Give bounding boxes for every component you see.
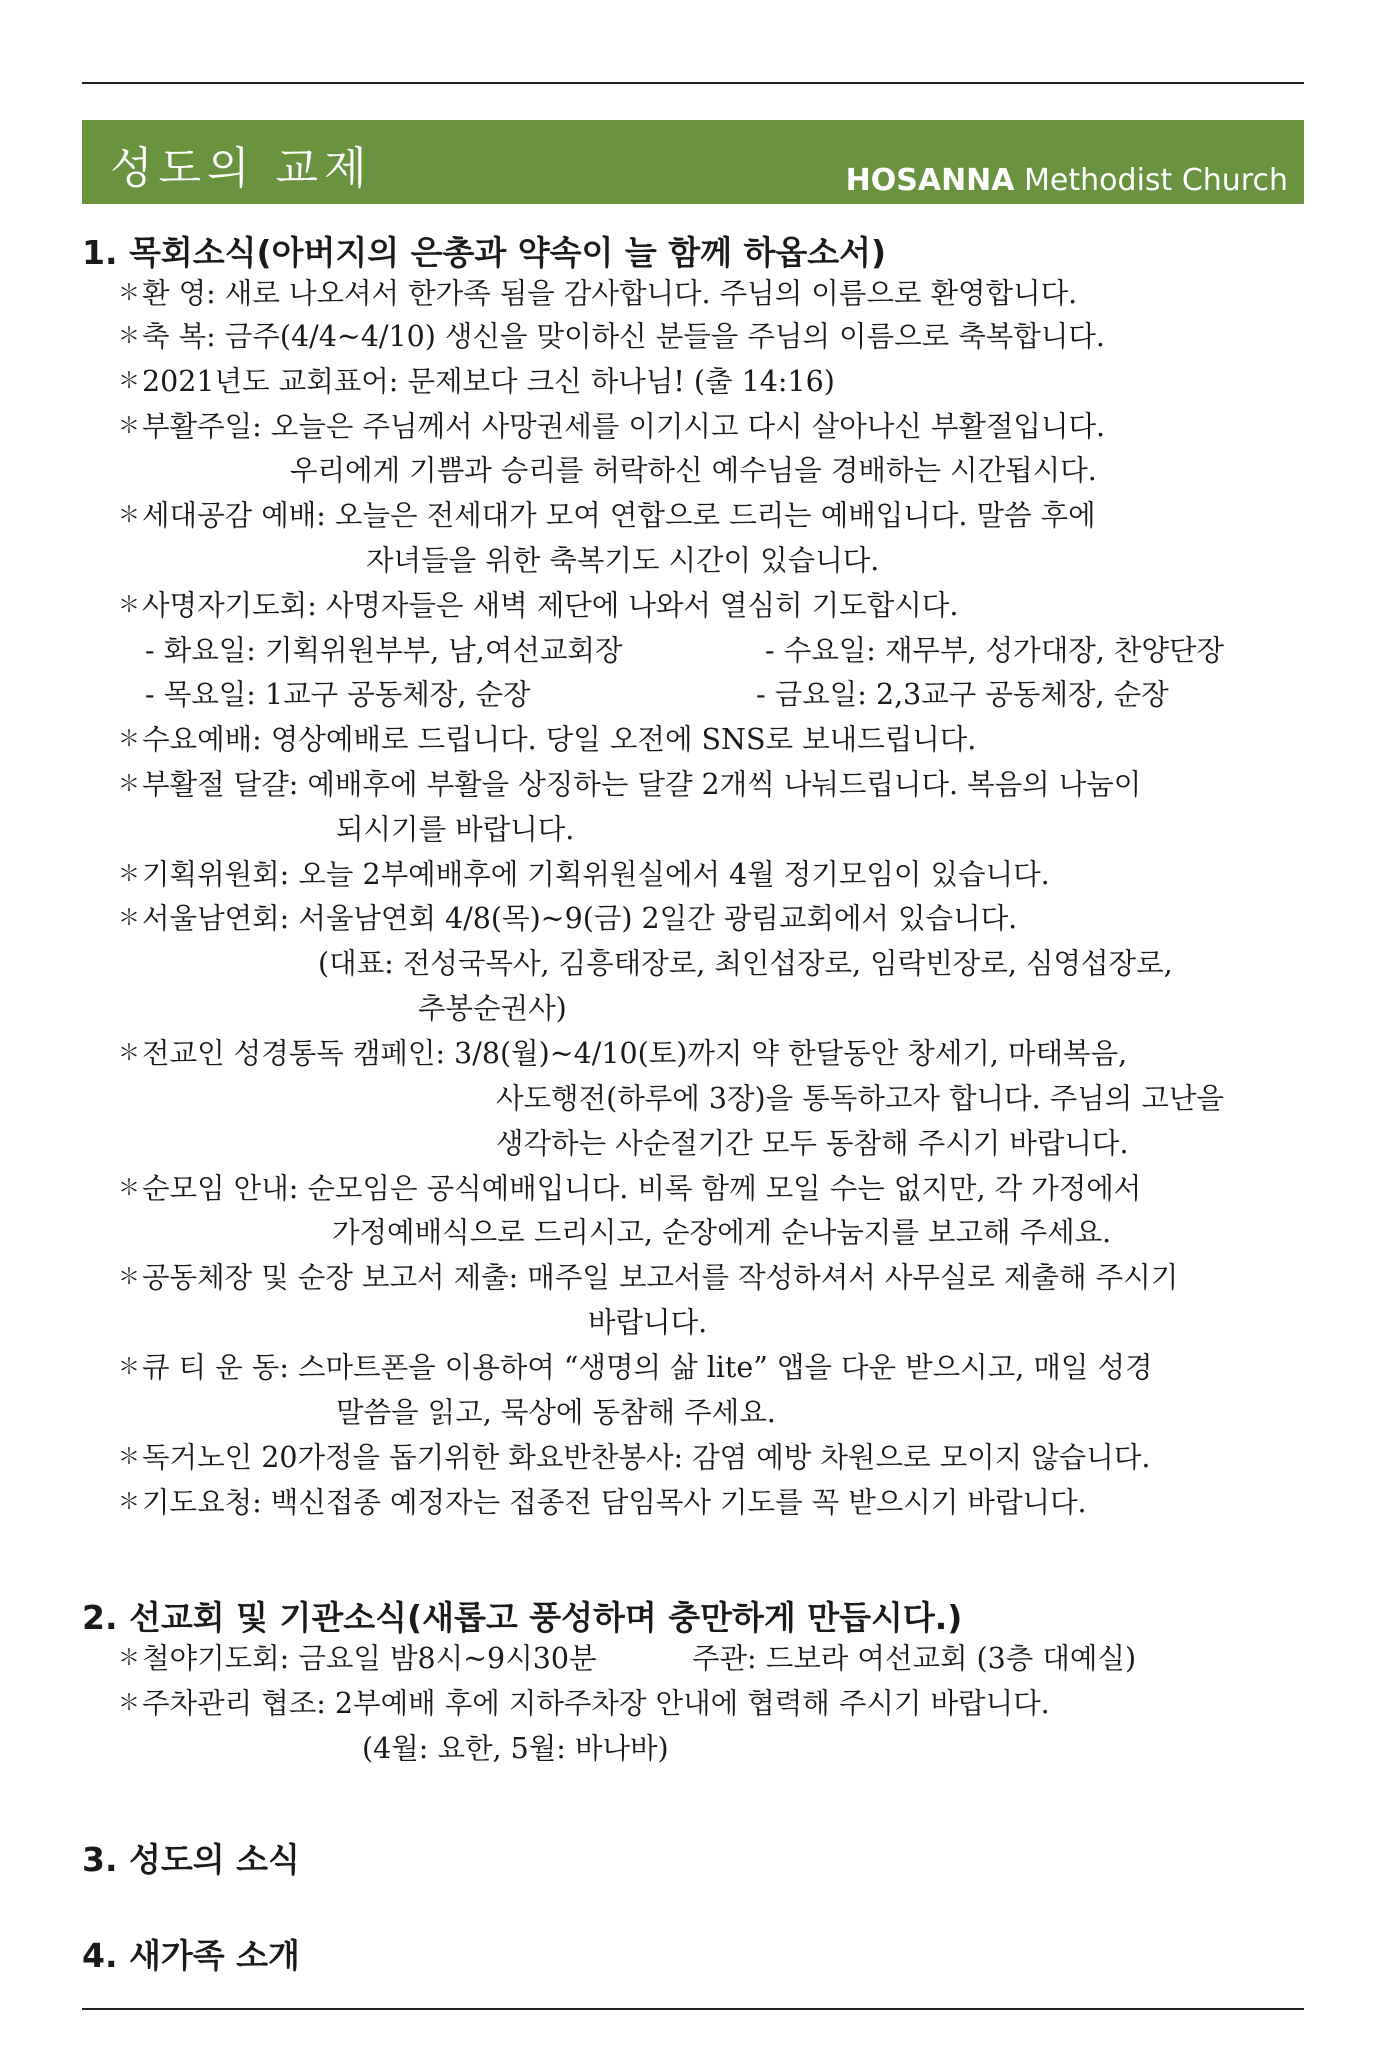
schedule-tuesday: - 화요일: 기획위원부부, 남,여선교회장 bbox=[145, 634, 623, 667]
section-heading-3: 3. 성도의 소식 bbox=[82, 1840, 300, 1879]
notice-prayer-request: ＊ 기도요청: 백신접종 예정자는 접종전 담임목사 기도를 꼭 받으시기 바랍니다. bbox=[118, 1489, 1087, 1518]
notice-qt-movement-cont: 말씀을 읽고, 묵상에 동참해 주세요. bbox=[336, 1396, 776, 1429]
notice-generation-worship-cont: 자녀들을 위한 축복기도 시간이 있습니다. bbox=[366, 544, 880, 577]
notice-overnight-prayer: ＊ 철야기도회: 금요일 밤8시~9시30분 bbox=[118, 1645, 597, 1674]
notice-report-submission: ＊ 공동체장 및 순장 보고서 제출: 매주일 보고서를 작성하셔서 사무실로 제출해 주시기 bbox=[118, 1264, 1178, 1293]
church-name-rest: Methodist Church bbox=[1014, 163, 1288, 198]
top-rule bbox=[82, 82, 1304, 84]
notice-overnight-prayer-host: 주관: 드보라 여선교회 (3층 대예실) bbox=[692, 1642, 1137, 1675]
notice-easter-eggs: ＊ 부활절 달걀: 예배후에 부활을 상징하는 달걀 2개씩 나눠드립니다. 복음의 나눔이 bbox=[118, 771, 1141, 800]
schedule-friday: - 금요일: 2,3교구 공동체장, 순장 bbox=[756, 678, 1169, 711]
notice-bible-reading: ＊ 전교인 성경통독 캠페인: 3/8(월)~4/10(토)까지 약 한달동안 창세기, 마태복음, bbox=[118, 1040, 1127, 1069]
section-heading-2: 2. 선교회 및 기관소식(새롭고 풍성하며 충만하게 만듭시다.) bbox=[82, 1598, 963, 1637]
section-heading-4: 4. 새가족 소개 bbox=[82, 1936, 300, 1975]
schedule-wednesday: - 수요일: 재무부, 성가대장, 찬양단장 bbox=[765, 634, 1225, 667]
notice-parking: ＊ 주차관리 협조: 2부예배 후에 지하주차장 안내에 협력해 주시기 바랍니다. bbox=[118, 1690, 1050, 1719]
notice-cell-meeting: ＊ 순모임 안내: 순모임은 공식예배입니다. 비록 함께 모일 수는 없지만, 각 가정에서 bbox=[118, 1175, 1141, 1204]
schedule-thursday: - 목요일: 1교구 공동체장, 순장 bbox=[145, 678, 531, 711]
notice-easter: ＊ 부활주일: 오늘은 주님께서 사망권세를 이기시고 다시 살아나신 부활절입니다. bbox=[118, 413, 1105, 442]
notice-bible-reading-cont2: 생각하는 사순절기간 모두 동참해 주시기 바랍니다. bbox=[496, 1127, 1129, 1160]
notice-motto: ＊ 2021년도 교회표어: 문제보다 크신 하나님! (출 14:16) bbox=[118, 368, 835, 397]
notice-bible-reading-cont1: 사도행전(하루에 3장)을 통독하고자 합니다. 주님의 고난을 bbox=[496, 1082, 1224, 1115]
notice-blessing: ＊ 축 복: 금주(4/4~4/10) 생신을 맞이하신 분들을 주님의 이름으로 축복합니다. bbox=[118, 323, 1105, 352]
notice-seoul-conference-reps: (대표: 전성국목사, 김흥태장로, 최인섭장로, 임락빈장로, 심영섭장로, bbox=[318, 947, 1173, 980]
header-banner bbox=[82, 120, 1304, 204]
notice-planning-committee: ＊ 기획위원회: 오늘 2부예배후에 기획위원실에서 4월 정기모임이 있습니다. bbox=[118, 861, 1050, 890]
section-heading-1: 1. 목회소식(아버지의 은총과 약속이 늘 함께 하옵소서) bbox=[82, 233, 887, 272]
notice-prayer-meeting: ＊ 사명자기도회: 사명자들은 새벽 제단에 나와서 열심히 기도합시다. bbox=[118, 592, 958, 621]
notice-wednesday-service: ＊ 수요예배: 영상예배로 드립니다. 당일 오전에 SNS로 보내드립니다. bbox=[118, 726, 976, 755]
notice-generation-worship: ＊ 세대공감 예배: 오늘은 전세대가 모여 연합으로 드리는 예배입니다. 말씀 후에 bbox=[118, 502, 1096, 531]
notice-cell-meeting-cont: 가정예배식으로 드리시고, 순장에게 순나눔지를 보고해 주세요. bbox=[332, 1216, 1112, 1249]
notice-side-dish-service: ＊ 독거노인 20가정을 돕기위한 화요반찬봉사: 감염 예방 차원으로 모이지 않습니다. bbox=[118, 1444, 1150, 1473]
bottom-rule bbox=[82, 2008, 1304, 2010]
notice-welcome: ＊ 환 영: 새로 나오셔서 한가족 됨을 감사합니다. 주님의 이름으로 환영합니다. bbox=[118, 280, 1077, 309]
notice-qt-movement: ＊ 큐 티 운 동: 스마트폰을 이용하여 “생명의 삶 lite” 앱을 다운 받으시고, 매일 성경 bbox=[118, 1354, 1153, 1383]
church-name bbox=[846, 163, 1288, 198]
notice-seoul-conference-reps-cont: 추봉순권사) bbox=[418, 992, 567, 1025]
notice-seoul-conference: ＊ 서울남연회: 서울남연회 4/8(목)~9(금) 2일간 광림교회에서 있습니다. bbox=[118, 905, 1017, 934]
notice-report-submission-cont: 바랍니다. bbox=[588, 1306, 708, 1339]
page-title: 성도의 교제 bbox=[110, 143, 373, 194]
notice-parking-cont: (4월: 요한, 5월: 바나바) bbox=[362, 1732, 669, 1765]
notice-easter-eggs-cont: 되시기를 바랍니다. bbox=[336, 813, 575, 846]
notice-easter-cont: 우리에게 기쁨과 승리를 허락하신 예수님을 경배하는 시간됩시다. bbox=[290, 454, 1097, 487]
church-name-bold: HOSANNA bbox=[845, 163, 1015, 198]
